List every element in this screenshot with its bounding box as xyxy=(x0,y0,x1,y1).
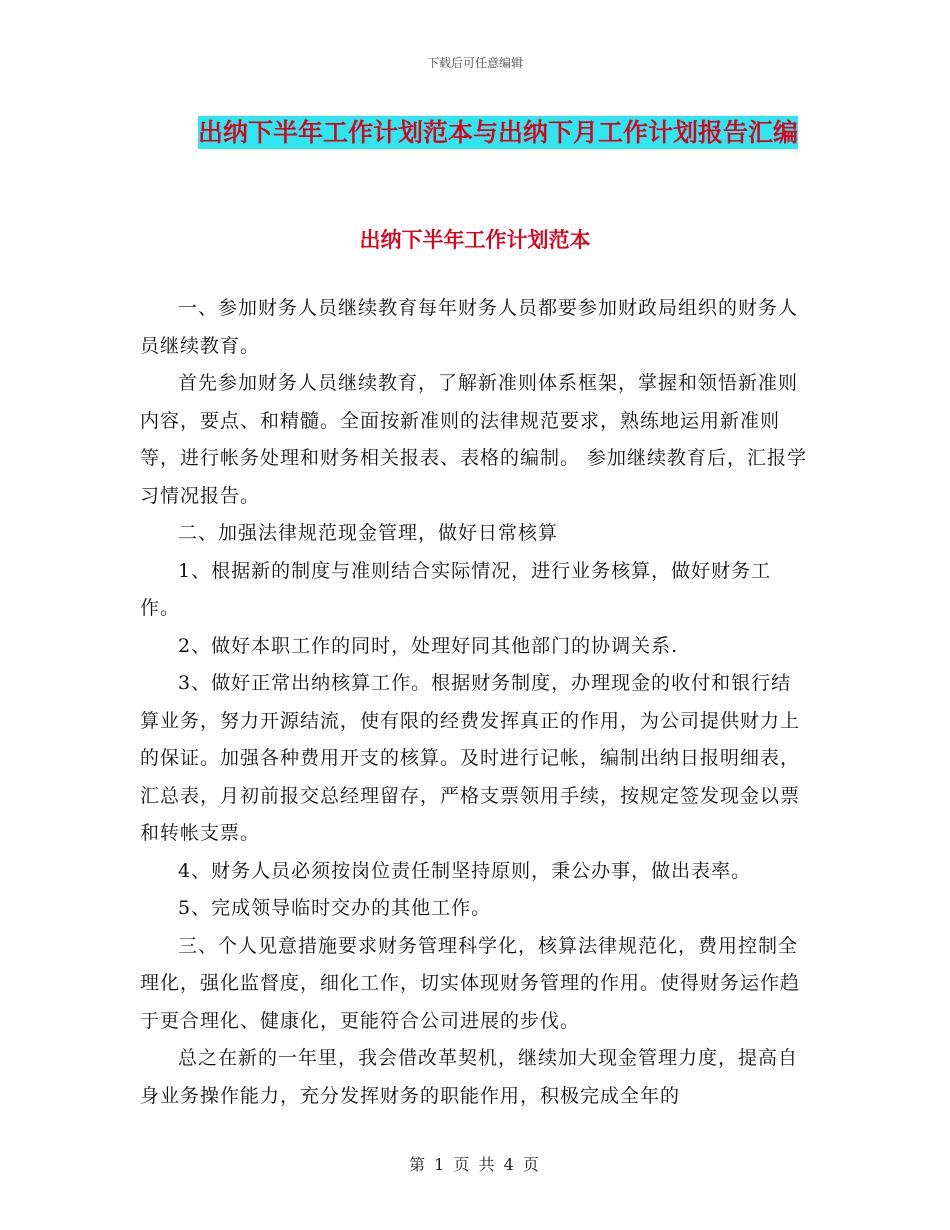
paragraph: 1、根据新的制度与准则结合实际情况，进行业务核算，做好财务工作。 xyxy=(140,559,772,619)
document-title-text: 出纳下半年工作计划范本与出纳下月工作计划报告汇编 xyxy=(197,118,798,147)
paragraph: 5、完成领导临时交办的其他工作。 xyxy=(178,897,492,919)
document-title xyxy=(192,112,804,154)
paragraph: 三、个人见意措施要求财务管理科学化，核算法律规范化，费用控制全理化，强化监督度，细化工作，切实体现财务管理的作用。使得财务运作趋于更合理化、健康化，更能符合公司进展的步伐。 xyxy=(140,934,801,1032)
paragraph: 2、做好本职工作的同时，处理好同其他部门的协调关系. xyxy=(178,634,679,657)
paragraph: 首先参加财务人员继续教育，了解新准则体系框架，掌握和领悟新准则内容，要点、和精髓。全面按新准则的法律规范要求，熟练地运用新准则等，进行帐务处理和财务相关报表、表格的编制。 参加继续教育后，汇报学习情况报告。 xyxy=(140,372,808,507)
document-body xyxy=(140,290,810,1115)
header-note: 下载后可任意编辑 xyxy=(426,56,523,70)
paragraph: 一、参加财务人员继续教育每年财务人员都要参加财政局组织的财务人员继续教育。 xyxy=(140,297,799,357)
paragraph: 4、财务人员必须按岗位责任制坚持原则，秉公办事，做出表率。 xyxy=(178,859,752,882)
paragraph: 总之在新的一年里，我会借改革契机，继续加大现金管理力度，提高自身业务操作能力，充分发挥财务的职能作用，积极完成全年的 xyxy=(140,1047,799,1107)
section-title: 出纳下半年工作计划范本 xyxy=(359,228,591,252)
paragraph: 3、做好正常出纳核算工作。根据财务制度，办理现金的收付和银行结算业务，努力开源结流，使有限的经费发挥真正的作用，为公司提供财力上的保证。加强各种费用开支的核算。及时进行记帐，编制出纳日报明细表，汇总表，月初前报交总经理留存，严格支票领用手续，按规定签发现金以票和转帐支票。 xyxy=(140,672,801,844)
page-number-footer: 第 1 页 共 4 页 xyxy=(409,1155,541,1174)
paragraph: 二、加强法律规范现金管理，做好日常核算 xyxy=(178,522,559,544)
